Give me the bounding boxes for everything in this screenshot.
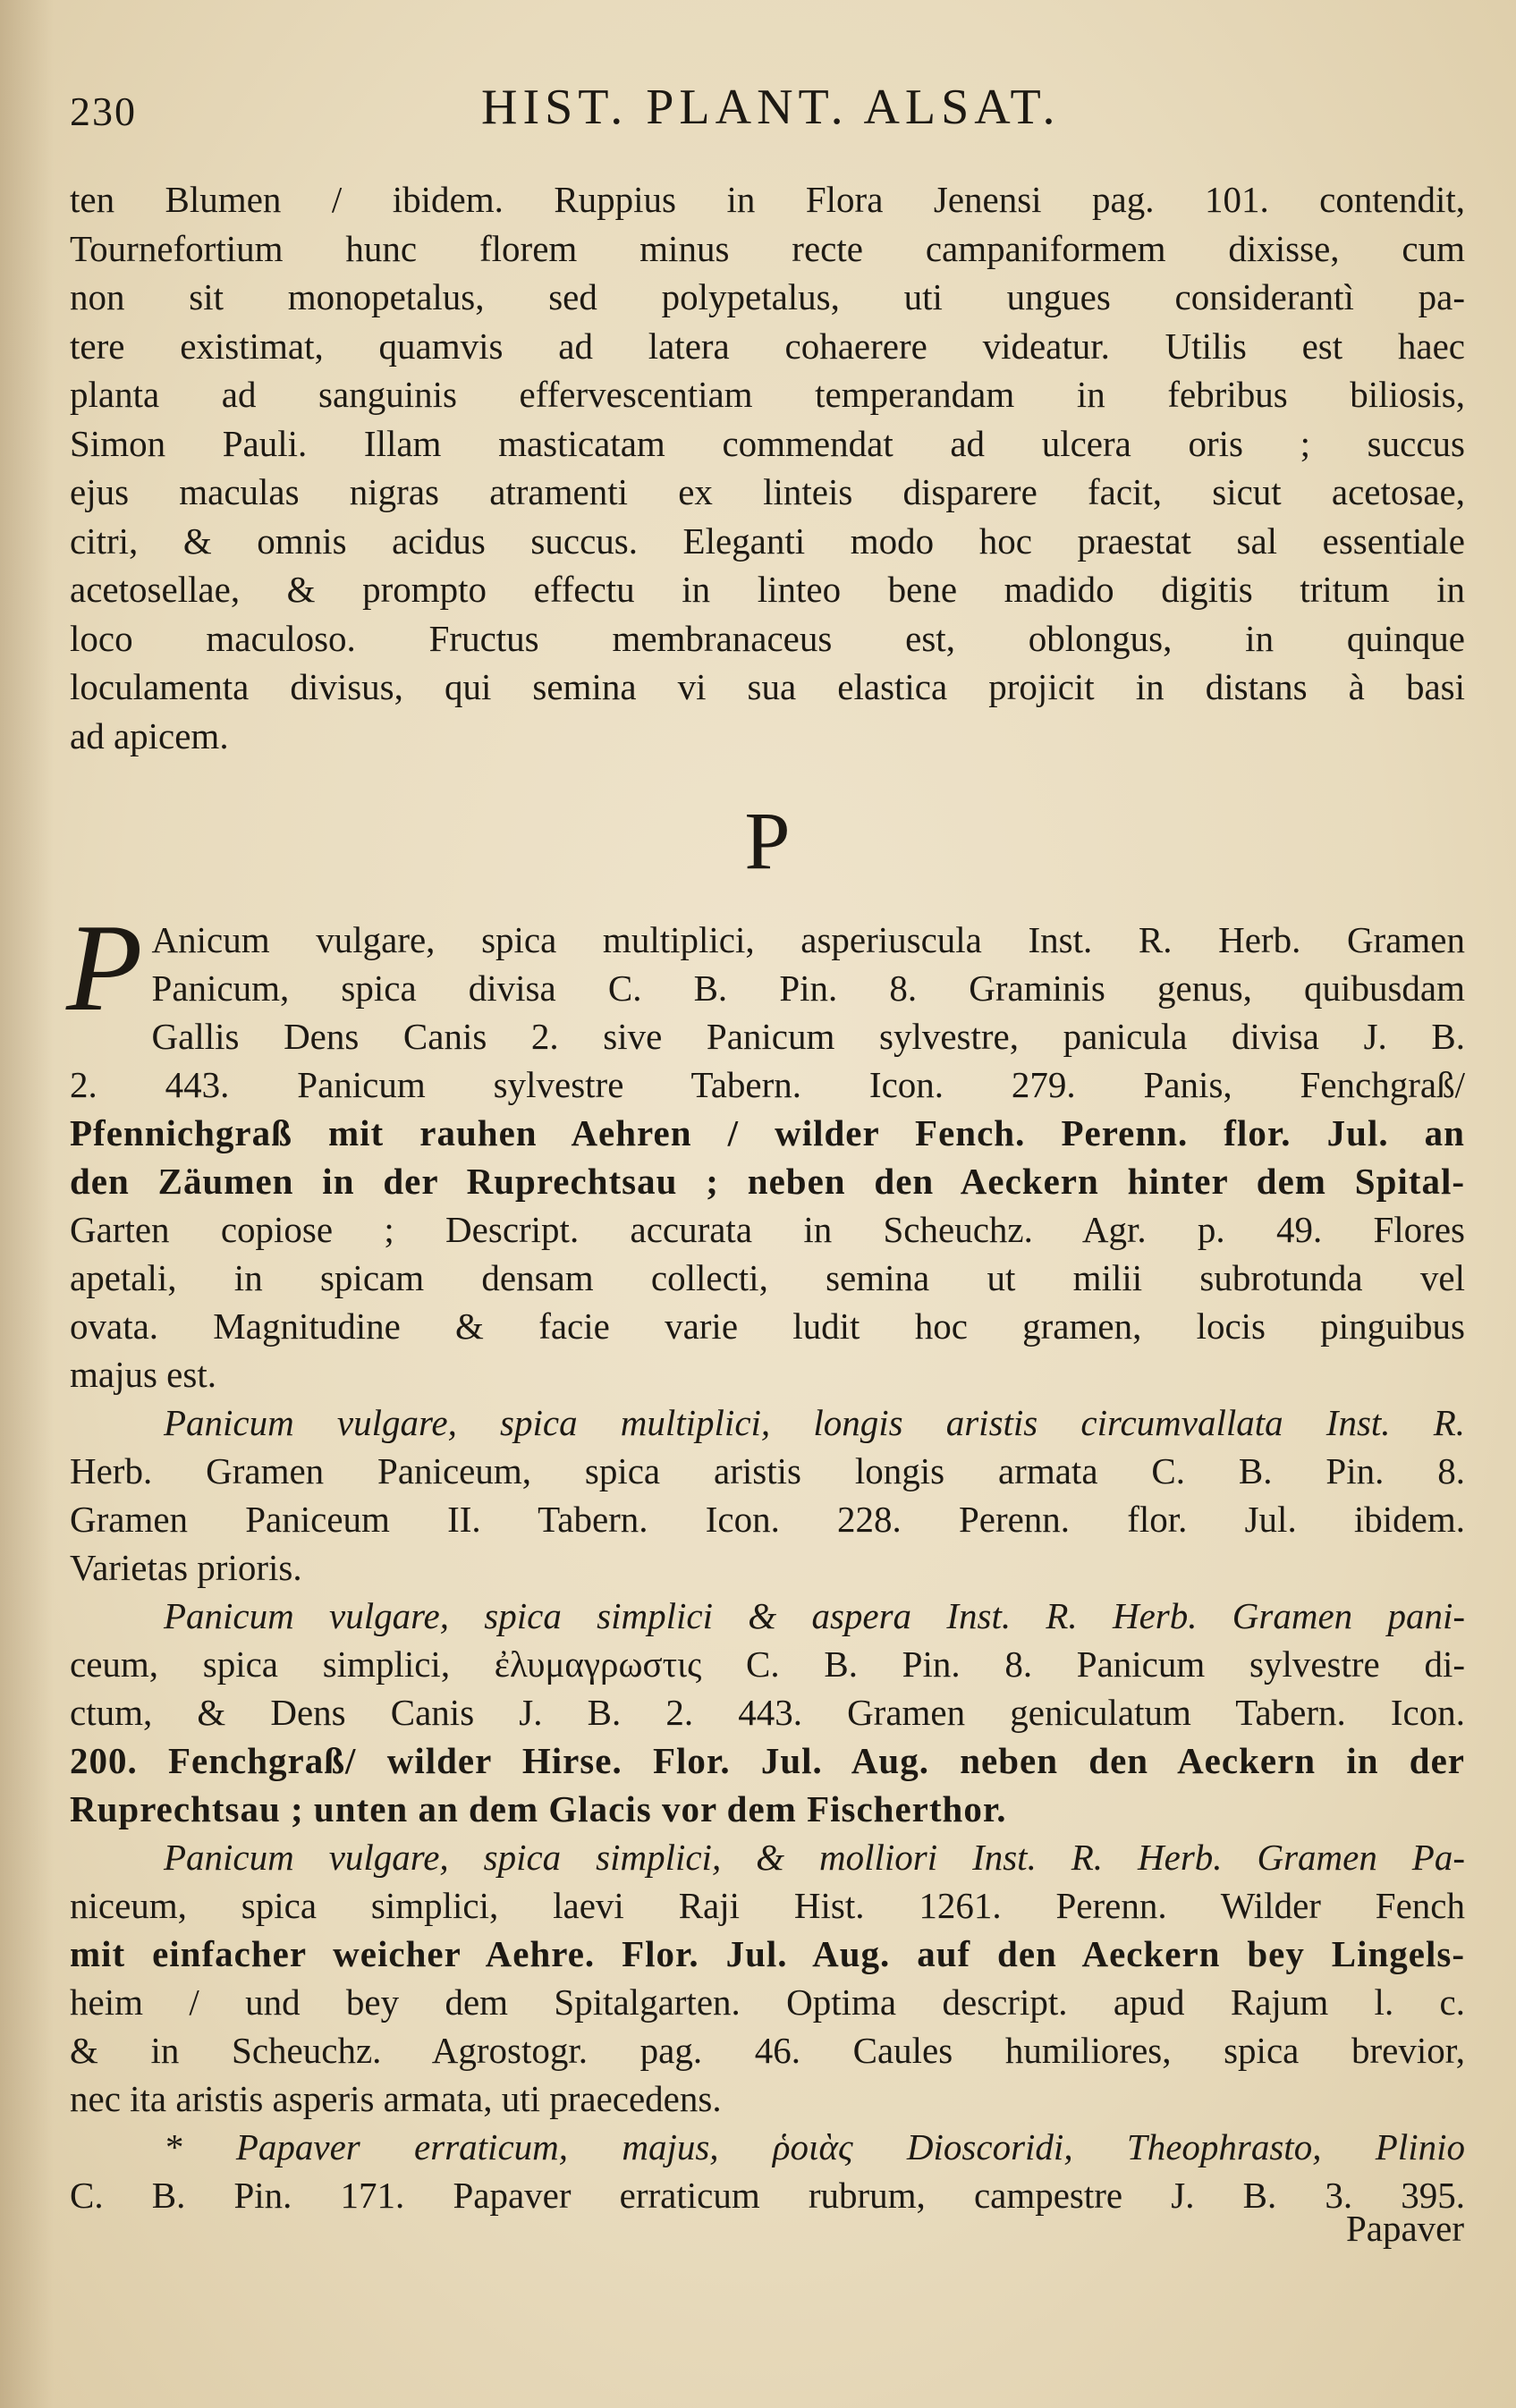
- text-line: Pfennichgraß mit rauhen Aehren / wilder Fench. Perenn. flor. Jul. an: [70, 1112, 1465, 1153]
- text-line: Simon Pauli. Illam masticatam commendat ad ulcera oris ; succus: [70, 422, 1465, 464]
- text-line: den Zäumen in der Ruprechtsau ; neben den Aeckern hinter dem Spital-: [70, 1161, 1465, 1202]
- text-line: Tournefortium hunc florem minus recte campaniformem dixisse, cum: [70, 227, 1465, 269]
- text-line: planta ad sanguinis effervescentiam temperandam in febribus biliosis,: [70, 374, 1465, 415]
- text-line: 2. 443. Panicum sylvestre Tabern. Icon. 279. Panis, Fenchgraß/: [70, 1064, 1465, 1105]
- text-line: ejus maculas nigras atramenti ex linteis disparere facit, sicut acetosae,: [70, 471, 1465, 512]
- text-line: Gramen Paniceum II. Tabern. Icon. 228. Perenn. flor. Jul. ibidem.: [70, 1499, 1465, 1540]
- text-line: nec ita aristis asperis armata, uti praecedens.: [70, 2078, 722, 2119]
- text-line: Panicum vulgare, spica simplici, & molliori Inst. R. Herb. Gramen Pa-: [164, 1837, 1465, 1878]
- text-line: * Papaver erraticum, majus, ῥοιὰς Dioscoridi, Theophrasto, Plinio: [164, 2126, 1465, 2167]
- entry-papaver: [70, 2123, 1465, 2219]
- page-number: 230: [70, 89, 137, 134]
- text-line: ctum, & Dens Canis J. B. 2. 443. Gramen geniculatum Tabern. Icon.: [70, 1692, 1465, 1733]
- text-line: acetosellae, & prompto effectu in linteo bene madido digitis tritum in: [70, 569, 1465, 610]
- section-letter: P: [744, 795, 791, 886]
- drop-cap: P: [66, 899, 143, 1037]
- text-line: Garten copiose ; Descript. accurata in Scheuchz. Agr. p. 49. Flores: [70, 1209, 1465, 1250]
- text-line: ad apicem.: [70, 714, 229, 756]
- text-line: ten Blumen / ibidem. Ruppius in Flora Jenensi pag. 101. contendit,: [70, 179, 1465, 220]
- text-line: Panicum vulgare, spica simplici & aspera Inst. R. Herb. Gramen pani-: [164, 1595, 1465, 1636]
- text-line: Panicum vulgare, spica multiplici, longis aristis circumvallata Inst. R.: [164, 1402, 1465, 1443]
- text-line: ceum, spica simplici, ἐλυμαγρωστις C. B. Pin. 8. Panicum sylvestre di-: [70, 1643, 1465, 1685]
- text-line: 200. Fenchgraß/ wilder Hirse. Flor. Jul. Aug. neben den Aeckern in der: [70, 1740, 1465, 1781]
- text-line: Panicum, spica divisa C. B. Pin. 8. Graminis genus, quibusdam: [151, 967, 1465, 1009]
- text-line: apetali, in spicam densam collecti, semina ut milii subrotunda vel: [70, 1257, 1465, 1298]
- entry-panicum-3: [70, 1592, 1465, 1833]
- text-line: Anicum vulgare, spica multiplici, asperiuscula Inst. R. Herb. Gramen: [151, 919, 1465, 960]
- entry-panicum-2: [70, 1398, 1465, 1592]
- text-line: loculamenta divisus, qui semina vi sua elastica projicit in distans à basi: [70, 666, 1465, 707]
- page-header: [70, 79, 1465, 159]
- text-line: heim / und bey dem Spitalgarten. Optima descript. apud Rajum l. c.: [70, 1981, 1465, 2023]
- entry-panicum-1: [66, 899, 1465, 1398]
- text-line: tere existimat, quamvis ad latera cohaerere videatur. Utilis est haec: [70, 325, 1465, 367]
- text-line: loco maculoso. Fructus membranaceus est, oblongus, in quinque: [70, 617, 1465, 659]
- running-title: HIST. PLANT. ALSAT.: [481, 80, 1061, 135]
- catchword: Papaver: [1345, 2208, 1464, 2249]
- text-line: & in Scheuchz. Agrostogr. pag. 46. Caules humiliores, spica brevior,: [70, 2030, 1465, 2071]
- page-body: [66, 175, 1465, 2219]
- text-line: Herb. Gramen Paniceum, spica aristis longis armata C. B. Pin. 8.: [70, 1450, 1465, 1491]
- text-line: Gallis Dens Canis 2. sive Panicum sylvestre, panicula divisa J. B.: [151, 1016, 1465, 1057]
- text-line: Ruprechtsau ; unten an dem Glacis vor dem Fischerthor.: [70, 1788, 1007, 1829]
- text-line: non sit monopetalus, sed polypetalus, uti ungues considerantì pa-: [70, 276, 1465, 317]
- entry-panicum-4: [70, 1833, 1465, 2123]
- text-line: Varietas prioris.: [70, 1547, 302, 1588]
- text-line: niceum, spica simplici, laevi Raji Hist. 1261. Perenn. Wilder Fench: [70, 1885, 1465, 1926]
- continued-paragraph: [70, 175, 1465, 760]
- text-line: C. B. Pin. 171. Papaver erraticum rubrum, campestre J. B. 3. 395.: [70, 2175, 1465, 2216]
- text-line: ovata. Magnitudine & facie varie ludit hoc gramen, locis pinguibus: [70, 1305, 1465, 1347]
- text-line: citri, & omnis acidus succus. Eleganti modo hoc praestat sal essentiale: [70, 520, 1465, 562]
- text-line: mit einfacher weicher Aehre. Flor. Jul. Aug. auf den Aeckern bey Lingels-: [70, 1933, 1465, 1974]
- text-line: majus est.: [70, 1354, 216, 1395]
